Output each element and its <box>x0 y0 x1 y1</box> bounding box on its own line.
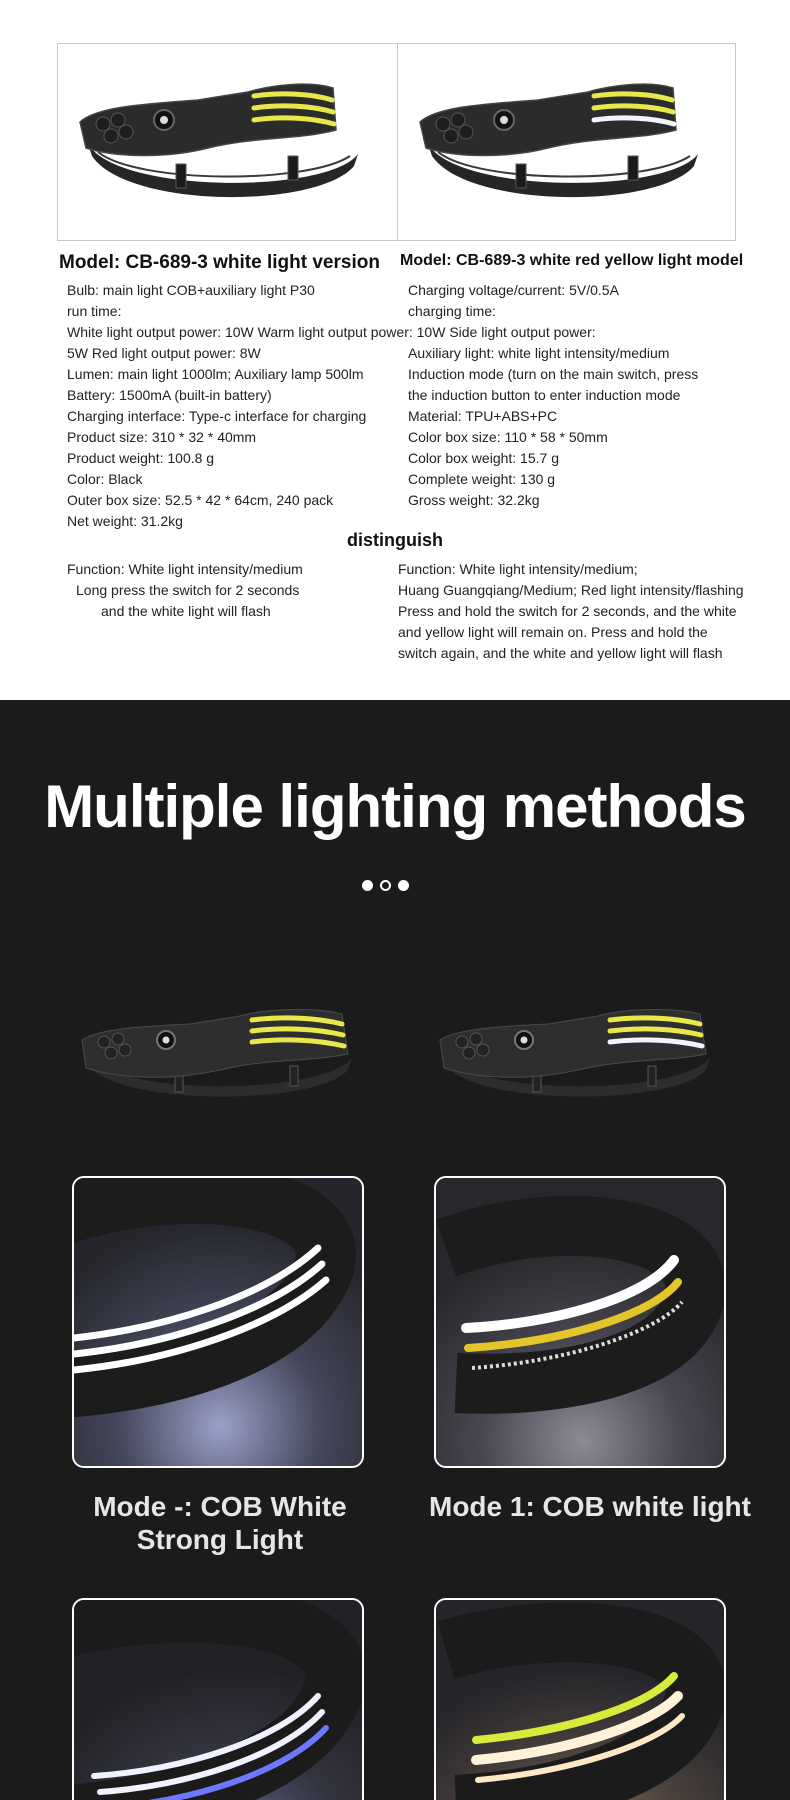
spec-line-spacer <box>408 322 698 343</box>
headlamp-thumbnail-right <box>438 996 718 1106</box>
spec-line: Bulb: main light COB+auxiliary light P30 <box>67 282 315 298</box>
spec-line: Lumen: main light 1000lm; Auxiliary lamp 500lm <box>67 366 364 382</box>
spec-line: Net weight: 31.2kg <box>67 513 183 529</box>
headlamp-white-version-image <box>58 44 397 242</box>
headlamp-thumbnail-left <box>80 996 360 1106</box>
function-line: Long press the switch for 2 seconds <box>76 582 300 598</box>
spec-line: Battery: 1500mA (built-in battery) <box>67 387 272 403</box>
mode-photo-cob-white <box>434 1176 726 1468</box>
spec-section <box>0 0 790 700</box>
spec-line: charging time: <box>408 303 496 319</box>
spec-line: Color: Black <box>67 471 143 487</box>
mode-photo-cob-white-strong <box>72 1176 364 1468</box>
function-line: switch again, and the white and yellow light will flash <box>398 645 723 661</box>
product-image-white-version <box>58 44 397 240</box>
spec-line: 5W Red light output power: 8W <box>67 345 261 361</box>
carousel-dot-2-active[interactable] <box>380 880 391 891</box>
spec-line: the induction button to enter induction mode <box>408 387 681 403</box>
function-line: and the white light will flash <box>101 603 271 619</box>
function-line: Function: White light intensity/medium <box>67 561 303 577</box>
function-line: Function: White light intensity/medium; <box>398 561 638 577</box>
mode-photo-3 <box>72 1598 364 1800</box>
hero-title: Multiple lighting methods <box>44 773 746 840</box>
mode-4-illustration <box>436 1600 726 1800</box>
carousel-dots <box>362 880 409 891</box>
model-title-white-version: Model: CB-689-3 white light version <box>59 252 380 273</box>
spec-line: Outer box size: 52.5 * 42 * 64cm, 240 pack <box>67 492 334 508</box>
carousel-dot-1[interactable] <box>362 880 373 891</box>
lighting-modes-section <box>0 700 790 1800</box>
spec-line: Material: TPU+ABS+PC <box>408 408 558 424</box>
cob-white-illustration <box>436 1178 726 1468</box>
spec-line: Induction mode (turn on the main switch, press <box>408 366 699 382</box>
spec-line: Product size: 310 * 32 * 40mm <box>67 429 257 445</box>
function-description-right <box>398 559 783 664</box>
mode-photo-4 <box>434 1598 726 1800</box>
mode-label-cob-white-strong: Mode -: COB White Strong Light <box>93 1491 347 1555</box>
function-line: Press and hold the switch for 2 seconds, and the white <box>398 603 737 619</box>
spec-line: Charging voltage/current: 5V/0.5A <box>408 282 619 298</box>
spec-line: Product weight: 100.8 g <box>67 450 215 466</box>
spec-line: Auxiliary light: white light intensity/medium <box>408 345 670 361</box>
distinguish-heading: distinguish <box>347 530 443 550</box>
spec-line: Charging interface: Type-c interface for charging <box>67 408 367 424</box>
spec-line: White light output power: 10W Warm light output power: 10W Side light output power: <box>67 324 596 340</box>
model-title-multicolor-version: Model: CB-689-3 white red yellow light model <box>400 252 744 269</box>
spec-line: run time: <box>67 303 122 319</box>
headlamp-multicolor-version-image <box>398 44 737 242</box>
mode-label-cob-white: Mode 1: COB white light <box>429 1491 751 1522</box>
function-description-left <box>67 559 367 622</box>
spec-line: Color box size: 110 * 58 * 50mm <box>408 429 608 445</box>
spec-line: Color box weight: 15.7 g <box>408 450 559 466</box>
mode-3-illustration <box>74 1600 364 1800</box>
cob-white-strong-illustration <box>74 1178 364 1468</box>
function-line: Huang Guangqiang/Medium; Red light intensity/flashing <box>398 582 744 598</box>
product-image-row <box>57 43 736 241</box>
function-line: and yellow light will remain on. Press and hold the <box>398 624 708 640</box>
product-image-rgb-version <box>397 44 736 240</box>
carousel-dot-3[interactable] <box>398 880 409 891</box>
spec-line: Gross weight: 32.2kg <box>408 492 540 508</box>
spec-list-right <box>408 280 698 511</box>
spec-line: Complete weight: 130 g <box>408 471 556 487</box>
